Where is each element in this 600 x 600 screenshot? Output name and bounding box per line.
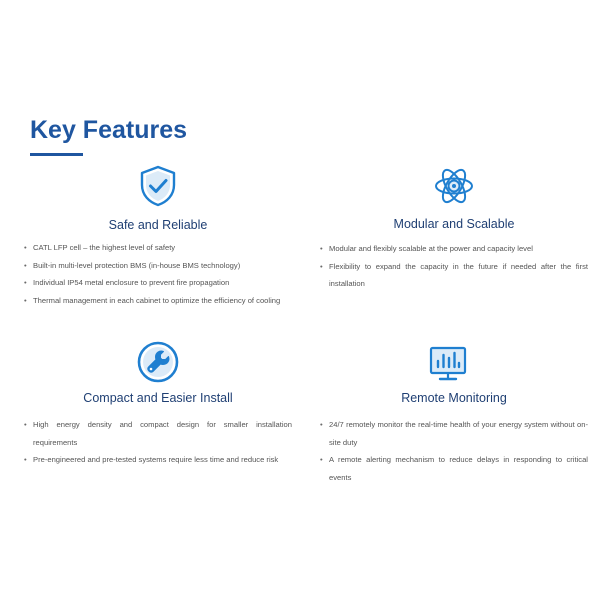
bullet-text: A remote alerting mechanism to reduce delays in responding to critical events: [329, 455, 588, 483]
page-title: Key Features: [30, 116, 188, 144]
bullet-item: [24, 451, 292, 469]
bullet-dot: •: [24, 420, 27, 429]
shield-check-icon: [138, 165, 178, 207]
bullet-item: [24, 274, 292, 292]
bullet-text: Flexibility to expand the capacity in the future if needed after the first installation: [329, 261, 588, 289]
bullet-dot: •: [24, 260, 27, 270]
feature-bullet-list: [24, 239, 292, 310]
title-underline: [30, 153, 83, 156]
bullet-item: [24, 416, 292, 451]
bullet-item: [320, 451, 588, 486]
bullet-text: CATL LFP cell – the highest level of safety: [33, 243, 176, 252]
bullet-text: Pre-engineered and pre-tested systems require less time and reduce risk: [33, 455, 279, 465]
bullet-text: Individual IP54 metal enclosure to prevent fire propagation: [33, 278, 230, 288]
feature-heading: Remote Monitoring: [401, 391, 507, 405]
monitor-chart-icon: [428, 344, 468, 384]
bullet-text: Thermal management in each cabinet to optimize the efficiency of cooling: [33, 296, 281, 306]
bullet-item: [24, 292, 292, 310]
bullet-dot: •: [320, 244, 323, 253]
feature-heading: Safe and Reliable: [108, 218, 208, 232]
bullet-item: [320, 258, 588, 293]
bullet-item: [24, 239, 292, 257]
bullet-dot: •: [24, 455, 27, 465]
feature-heading: Modular and Scalable: [393, 217, 515, 231]
feature-bullet-list: [320, 416, 588, 487]
bullet-dot: •: [320, 261, 323, 271]
feature-bullet-list: [24, 416, 292, 469]
atom-icon: [432, 165, 476, 207]
bullet-text: High energy density and compact design for smaller installation requirements: [33, 420, 292, 447]
wrench-icon: [136, 340, 180, 384]
bullet-item: [320, 240, 588, 258]
bullet-text: Built-in multi-level protection BMS (in-house BMS technology): [33, 260, 241, 270]
bullet-dot: •: [24, 243, 27, 252]
feature-heading: Compact and Easier Install: [83, 391, 233, 405]
feature-bullet-list: [320, 240, 588, 293]
bullet-text: Modular and flexibly scalable at the power and capacity level: [329, 244, 533, 253]
bullet-dot: •: [320, 455, 323, 465]
bullet-item: [24, 257, 292, 275]
bullet-dot: •: [24, 278, 27, 288]
bullet-dot: •: [24, 296, 27, 306]
bullet-dot: •: [320, 420, 323, 429]
bullet-text: 24/7 remotely monitor the real-time health of your energy system without on-site duty: [329, 420, 588, 447]
bullet-item: [320, 416, 588, 451]
